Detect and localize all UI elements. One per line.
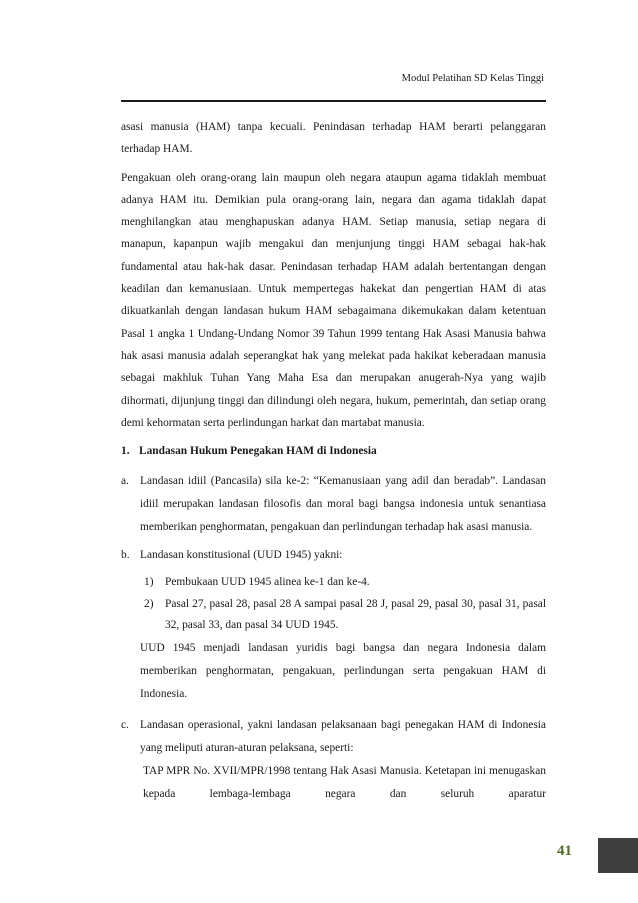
page-number: 41 [557,843,572,859]
list-marker-a: a. [121,475,129,488]
header-rule [121,100,546,102]
list-item-c [121,714,546,760]
list-item-a-text: Landasan idiil (Pancasila) sila ke-2: “Kemanusiaan yang adil dan beradab”. Landasan idiil merupakan landasan filosofis dan moral bagi bangsa indonesia untuk senantiasa memberikan penghormatan, pengakuan dan perlindungan terhadap hak asasi manusia. [140,475,546,534]
paragraph-ham-definition: Pengakuan oleh orang-orang lain maupun oleh negara ataupun agama tidaklah membuat adanya HAM itu. Demikian pula orang-orang lain, negara dan agama tidaklah dapat menghilangkan atau menghapuskan adanya HAM. Setiap manusia, setiap negara di manapun, kapanpun wajib mengakui dan menjunjung tinggi HAM sebagai hak-hak fundamental atau hak-hak dasar. Penindasan terhadap HAM adalah bertentangan dengan keadilan dan kemanusiaan. Untuk mempertegas hakekat dan pengertian HAM di atas dikuatkanlah dengan landasan hukum HAM sebagaimana dikemukakan dalam ketentuan Pasal 1 angka 1 Undang-Undang Nomor 39 Tahun 1999 tentang Hak Asasi Manusia bahwa hak asasi manusia adalah seperangkat hak yang melekat pada hakikat keberadaan manusia sebagai makhluk Tuhan Yang Maha Esa dan merupakan anugerah-Nya yang wajib dihormati, dijunjung tinggi dan dilindungi oleh negara, hukum, pemerintah, dan setiap orang demi kehormatan serta perlindungan harkat dan martabat manusia. [121,171,546,429]
paragraph-continuation: asasi manusia (HAM) tanpa kecuali. Penindasan terhadap HAM berarti pelanggaran terhadap HAM. [121,121,546,156]
list-marker-c: c. [121,718,129,731]
footer-corner-block [598,838,638,873]
section-heading [121,440,546,462]
list-item-b [121,544,546,567]
list-item-c-text: Landasan operasional, yakni landasan pelaksanaan bagi penegakan HAM di Indonesia yang meliputi aturan-aturan pelaksana, seperti: [140,718,546,754]
sub-item-1 [144,572,546,594]
sub-marker-2: 2) [144,597,154,610]
list-item-a [121,470,546,539]
sub-item-2 [144,594,546,637]
running-header: Modul Pelatihan SD Kelas Tinggi [401,73,544,84]
sub-item-1-text: Pembukaan UUD 1945 alinea ke-1 dan ke-4. [165,576,370,589]
section-title: Landasan Hukum Penegakan HAM di Indonesia [139,445,377,458]
list-item-b-text: Landasan konstitusional (UUD 1945) yakni: [140,549,343,562]
list-marker-b: b. [121,549,130,562]
sub-marker-1: 1) [144,576,154,589]
section-number: 1. [121,445,130,458]
page-body [121,116,546,806]
sub-item-2-text: Pasal 27, pasal 28, pasal 28 A sampai pasal 28 J, pasal 29, pasal 30, pasal 31, pasal 32, pasal 33, dan pasal 34 UUD 1945. [165,597,546,632]
list-item-c-continuation: TAP MPR No. XVII/MPR/1998 tentang Hak Asasi Manusia. Ketetapan ini menugaskan kepada lembaga-lembaga negara dan seluruh aparatur [143,764,546,800]
list-item-b-closing: UUD 1945 menjadi landasan yuridis bagi bangsa dan negara Indonesia dalam memberikan penghormatan, pengakuan, perlindungan serta pengakuan HAM di Indonesia. [140,641,546,700]
